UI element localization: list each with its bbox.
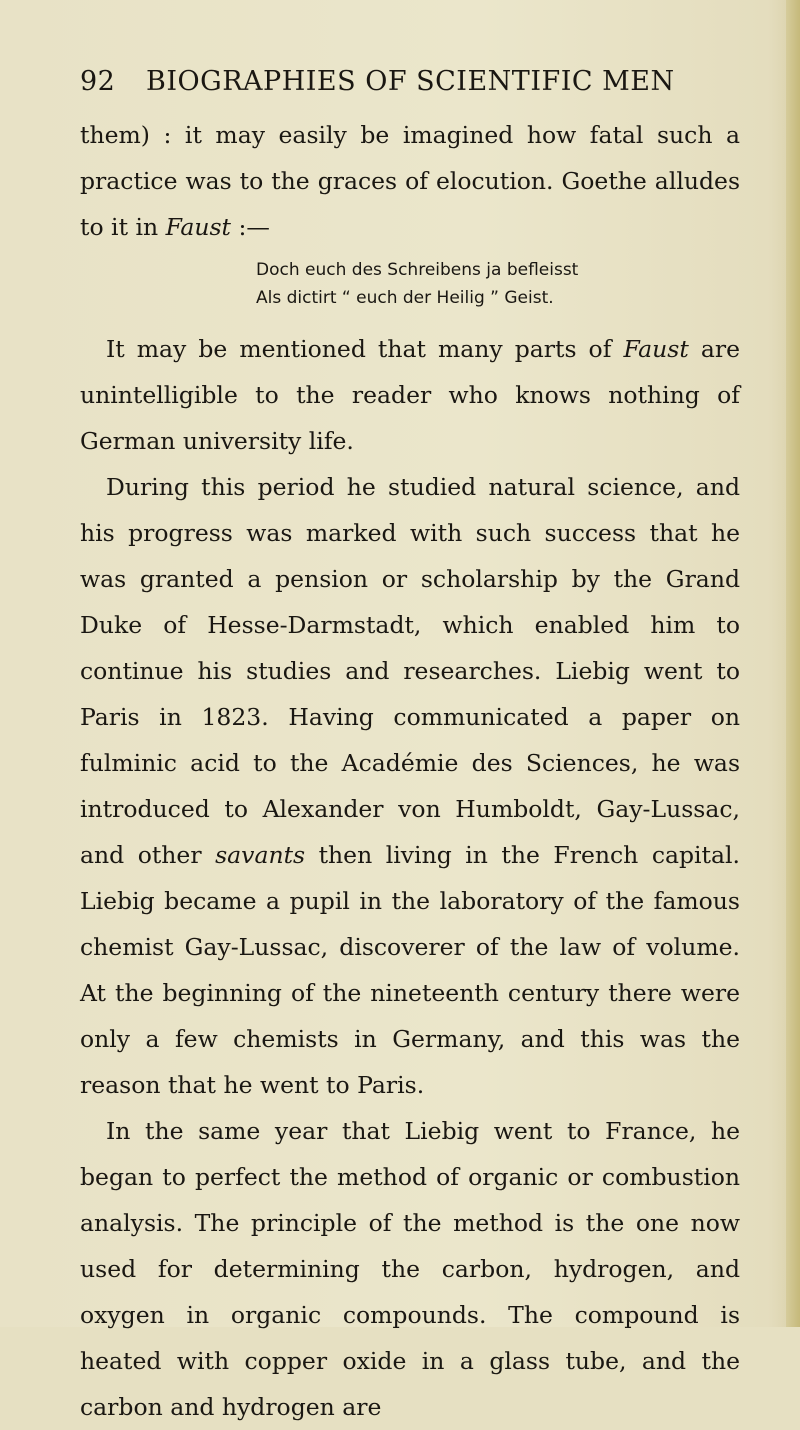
- page-header: [80, 66, 780, 102]
- text-run: :—: [230, 213, 270, 241]
- text-run: During this period he studied natural science, and his progress was marked with such success that he was granted a pension or scholarship by the Grand Duke of Hesse-Darmstadt, which enabled him to continue his studies and researches. Liebig went to Paris in 1823. Having communicated a paper on fulminic acid to the Académie des Sciences, he was introduced to Alexander von Humboldt, Gay-Lussac, and other: [80, 473, 740, 869]
- text-run: It may be mentioned that many parts of: [106, 335, 624, 363]
- italic-title: Faust: [623, 335, 689, 363]
- page-number: 92: [80, 66, 116, 97]
- italic-word: savants: [215, 841, 306, 869]
- text-run: them) : it may easily be imagined how fatal such a practice was to the graces of elocution. Goethe alludes to it in: [80, 121, 740, 241]
- paragraph: In the same year that Liebig went to France, he began to perfect the method of organic or combustion analysis. The principle of the method is the one now used for determining the carbon, hydrogen, and oxygen in organic compounds. The compound is heated with copper oxide in a glass tube, and the carbon and hydrogen are: [80, 1117, 740, 1421]
- page-edge: [786, 0, 800, 1327]
- paragraph: [80, 464, 740, 1108]
- text-run: are unintelligible to the reader who knows nothing of German university life.: [80, 335, 741, 455]
- paragraph-continued: [80, 112, 740, 250]
- text-run: then living in the French capital. Liebig became a pupil in the laboratory of the famous chemist Gay-Lussac, discoverer of the law of volume. At the beginning of the nineteenth century there were only a few chemists in Germany, and this was the reason that he went to Paris.: [80, 841, 740, 1099]
- running-head: BIOGRAPHIES OF SCIENTIFIC MEN: [146, 66, 675, 97]
- quote-line: Als dictirt “ euch der Heilig ” Geist.: [256, 288, 554, 308]
- quote-line: Doch euch des Schreibens ja befleisst: [256, 260, 579, 280]
- body-text: [80, 112, 740, 1430]
- italic-title: Faust: [165, 213, 231, 241]
- paragraph: [80, 326, 740, 464]
- block-quote: [256, 256, 740, 312]
